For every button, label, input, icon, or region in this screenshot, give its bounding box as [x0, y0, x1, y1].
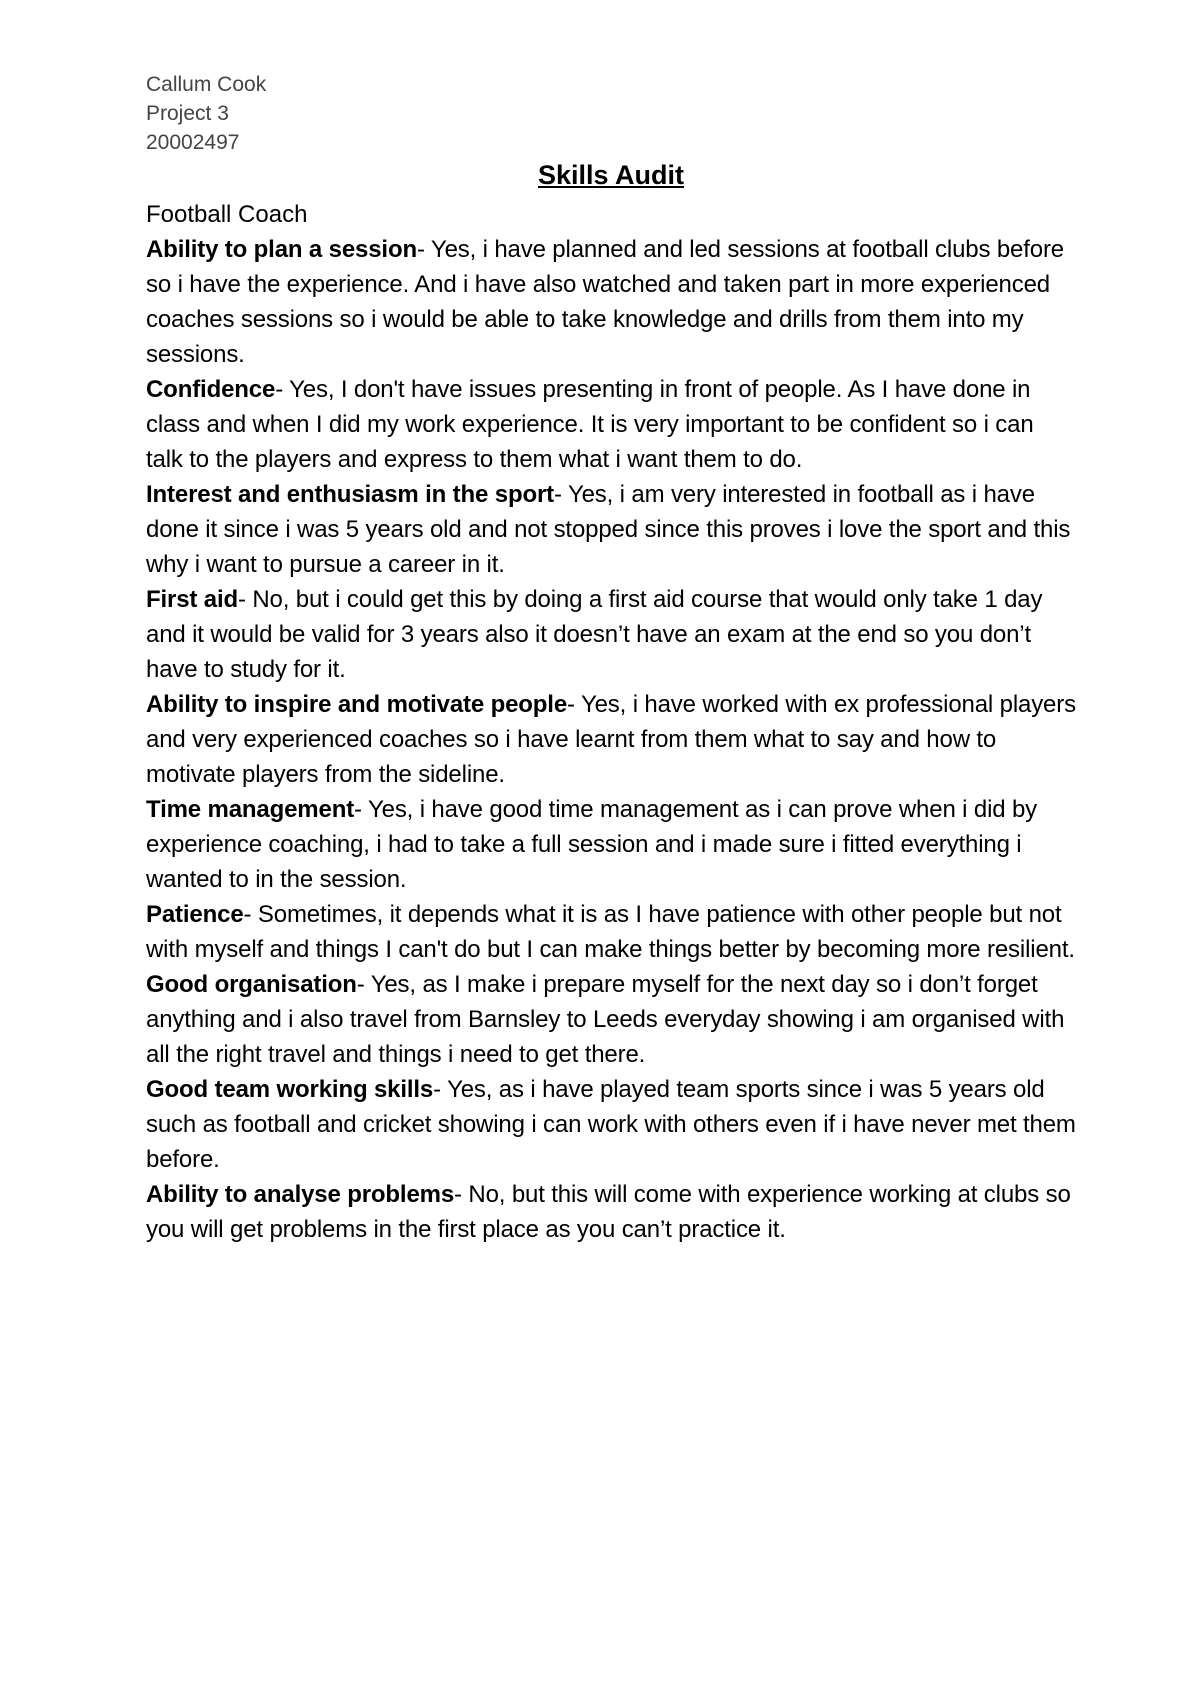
document-page [146, 70, 1076, 1247]
author-name: Callum Cook [146, 73, 267, 96]
skill-label: Time management [146, 796, 355, 823]
skill-text: - Yes, I don't have issues presenting in front of people. As I have done in class and when I did my work experience. It is very important to be confident so i can talk to the players and express to them what i want them to do. [146, 376, 1034, 473]
skill-label: Ability to analyse problems [146, 1181, 455, 1208]
skill-item [146, 232, 1076, 372]
skill-label: Good organisation [146, 971, 357, 998]
project-number: Project 3 [146, 102, 229, 125]
skills-list [146, 232, 1076, 1247]
skill-label: Interest and enthusiasm in the sport [146, 481, 555, 508]
skill-item [146, 477, 1076, 582]
skill-label: Ability to inspire and motivate people [146, 691, 568, 718]
skill-label: Patience [146, 901, 244, 928]
skill-text: - Yes, i have good time management as i can prove when i did by experience coaching, i had to take a full session and i made sure i fitted everything i wanted to in the session. [146, 796, 1038, 893]
skill-item [146, 967, 1076, 1072]
skill-text: - Yes, as i have played team sports since i was 5 years old such as football and cricket showing i can work with others even if i have never met them before. [146, 1076, 1076, 1173]
skill-text: - Yes, i have planned and led sessions at football clubs before so i have the experience. And i have also watched and taken part in more experienced coaches sessions so i would be able to take knowledge and drills from them into my sessions. [146, 236, 1064, 368]
skill-label: First aid [146, 586, 239, 613]
skill-text: - Yes, i am very interested in football as i have done it since i was 5 years old and not stopped since this proves i love the sport and this why i want to pursue a career in it. [146, 481, 1071, 578]
skill-item [146, 792, 1076, 897]
skill-text: - Yes, as I make i prepare myself for the next day so i don’t forget anything and i also travel from Barnsley to Leeds everyday showing i am organised with all the right travel and things i need to get there. [146, 971, 1065, 1068]
student-id: 20002497 [146, 131, 240, 154]
skill-item [146, 897, 1076, 967]
skill-item [146, 1072, 1076, 1177]
skill-label: Ability to plan a session [146, 236, 417, 263]
skill-text: - Sometimes, it depends what it is as I have patience with other people but not with myself and things I can't do but I can make things better by becoming more resilient. [146, 901, 1075, 963]
document-title: Skills Audit [537, 160, 685, 190]
skill-item [146, 1177, 1076, 1247]
skill-item [146, 687, 1076, 792]
skill-text: - Yes, i have worked with ex professional players and very experienced coaches so i have learnt from them what to say and how to motivate players from the sideline. [146, 691, 1076, 788]
skill-text: - No, but this will come with experience working at clubs so you will get problems in the first place as you can’t practice it. [146, 1181, 1071, 1243]
skill-label: Good team working skills [146, 1076, 434, 1103]
skill-label: Confidence [146, 376, 276, 403]
skill-text: - No, but i could get this by doing a first aid course that would only take 1 day and it would be valid for 3 years also it doesn’t have an exam at the end so you don’t have to study for it. [146, 586, 1043, 683]
role-heading: Football Coach [146, 201, 308, 228]
skill-item [146, 582, 1076, 687]
skill-item [146, 372, 1076, 477]
